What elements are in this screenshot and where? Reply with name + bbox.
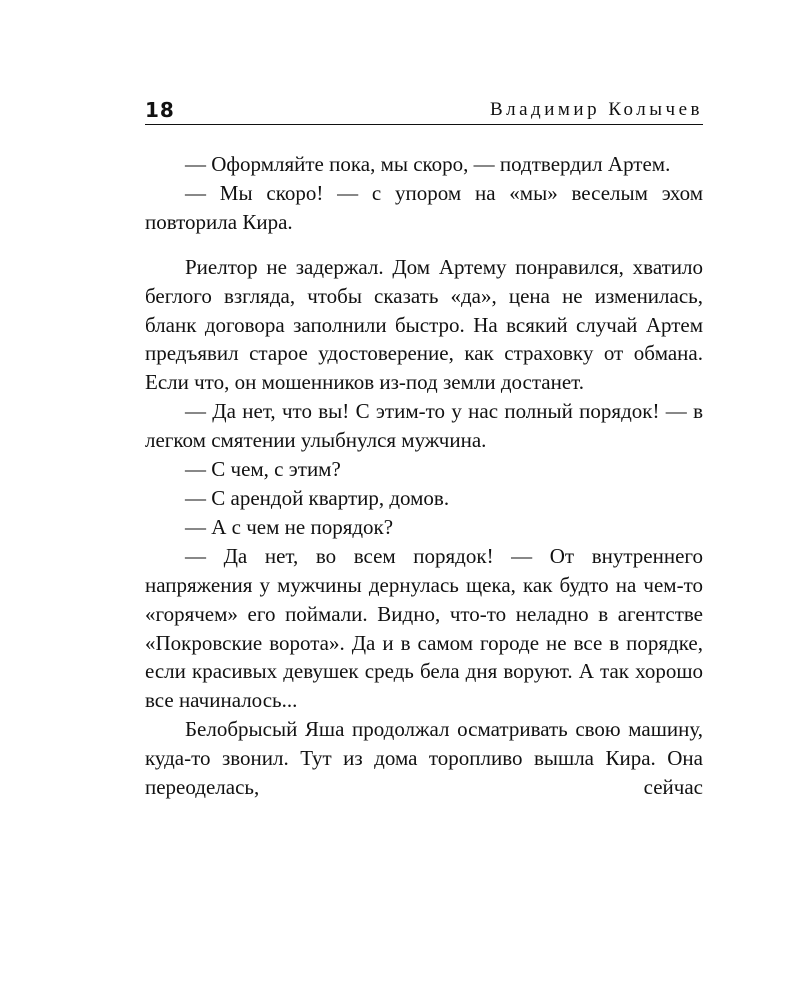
running-head: [145, 90, 703, 125]
paragraph: Риелтор не задержал. Дом Артему понравился, хватило беглого взгляда, чтобы сказать «да», цена не изменилась, бланк договора заполнили быстро. На всякий случай Артем предъявил старое удостоверение, как страховку от обмана. Если что, он мошенников из-под земли достанет.: [145, 254, 703, 395]
paragraph: — С арендой квартир, домов.: [185, 485, 450, 510]
paragraph: — Да нет, во всем порядок! — От внутреннего напряжения у мужчины дернулась щека, как будто на чем-то «горячем» его поймали. Видно, что-то неладно в агентстве «Покровские ворота». Да и в самом городе не все в порядке, если красивых девушек средь бела дня воруют. А так хорошо все начиналось...: [145, 543, 703, 713]
paragraph: — Мы скоро! — с упором на «мы» веселым эхом повторила Кира.: [145, 180, 703, 234]
paragraph: — С чем, с этим?: [185, 457, 341, 482]
page-number: 18: [145, 98, 175, 122]
author-name: Владимир Колычев: [489, 99, 703, 120]
book-page: [145, 90, 703, 802]
paragraph: Белобрысый Яша продолжал осматривать свою машину, куда-то звонил. Тут из дома торопливо вышла Кира. Она переоделась, сейчас: [145, 717, 703, 800]
paragraph: — Да нет, что вы! С этим-то у нас полный порядок! — в легком смятении улыбнулся мужчина.: [145, 399, 703, 453]
paragraph: — Оформляйте пока, мы скоро, — подтвердил Артем.: [185, 152, 671, 176]
body-text: [145, 150, 703, 802]
paragraph: — А с чем не порядок?: [185, 514, 394, 539]
